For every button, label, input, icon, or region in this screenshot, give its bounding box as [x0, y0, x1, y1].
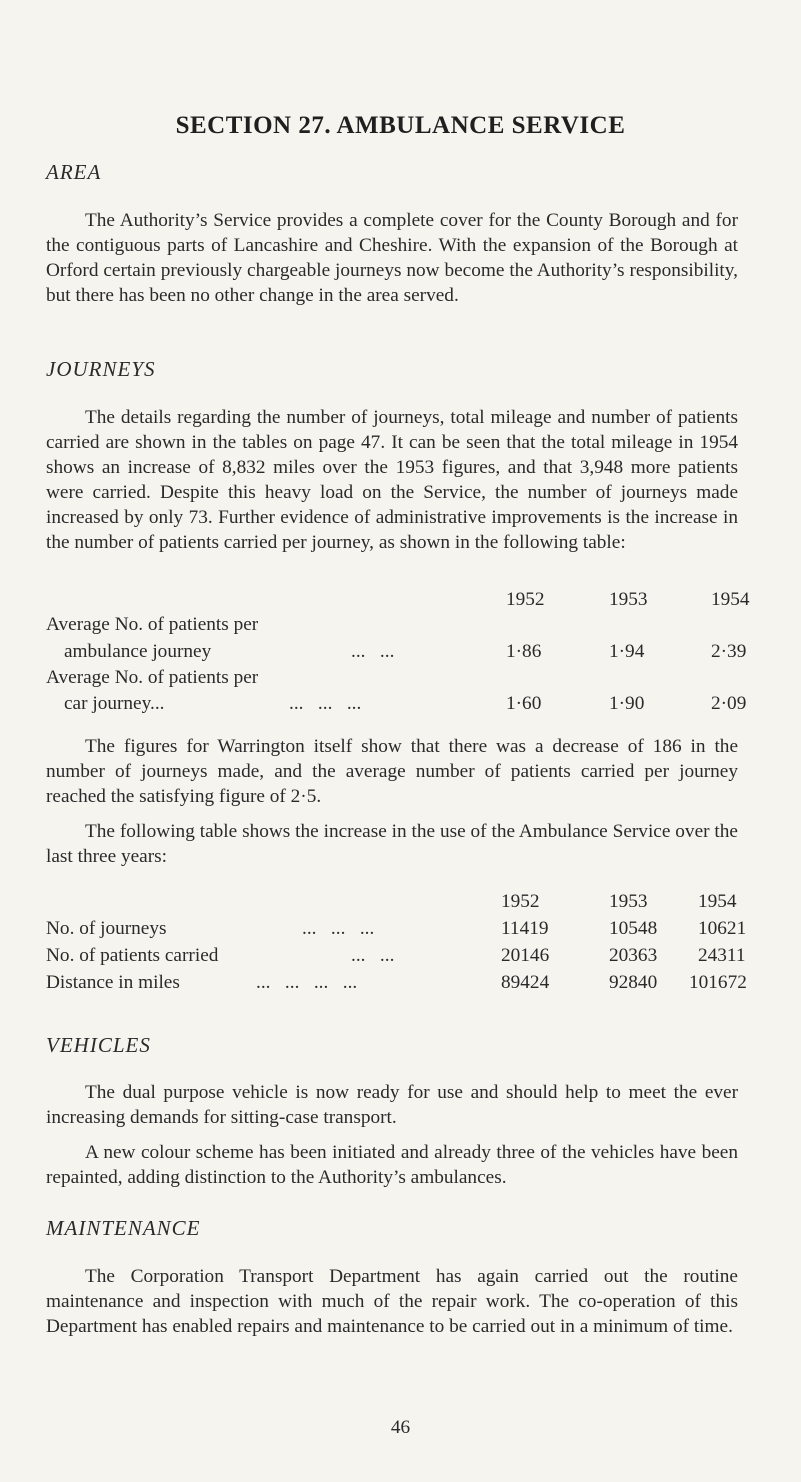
table-cell: 1·60	[506, 693, 542, 714]
journeys-paragraph-2: The figures for Warrington itself show that there was a decrease of 186 in the number of journeys made, and the average number of patients carried per journey reached the satisfying figure of 2·5.	[46, 736, 738, 807]
table-cell: 1·90	[609, 693, 645, 714]
leader-dots: ... ...	[351, 945, 395, 966]
table-row	[46, 693, 746, 719]
table-row	[46, 667, 746, 693]
row-label: Average No. of patients per	[46, 614, 259, 635]
year-header: 1953	[609, 891, 648, 912]
table-row	[46, 945, 746, 971]
leader-dots: ... ...	[351, 641, 395, 662]
table-cell: 24311	[698, 945, 746, 966]
section-title: SECTION 27. AMBULANCE SERVICE	[175, 112, 626, 139]
table-cell: 92840	[609, 972, 658, 993]
table-header-row	[46, 891, 746, 917]
table-row	[46, 918, 746, 944]
table-cell: 2·39	[711, 641, 747, 662]
leader-dots: ... ... ...	[289, 693, 362, 714]
table-cell: 2·09	[711, 693, 747, 714]
row-label: ambulance journey	[64, 641, 212, 662]
vehicles-paragraph-1: The dual purpose vehicle is now ready for use and should help to meet the ever increasing demands for sitting-case transport.	[46, 1082, 738, 1128]
table-cell: 20146	[501, 945, 550, 966]
area-heading: AREA	[46, 160, 102, 184]
table-cell: 11419	[501, 918, 549, 939]
row-label: Average No. of patients per	[46, 667, 259, 688]
year-header: 1952	[501, 891, 540, 912]
year-header: 1953	[609, 589, 648, 610]
journeys-paragraph-1: The details regarding the number of journeys, total mileage and number of patients carried are shown in the tables on page 47. It can be seen that the total mileage in 1954 shows an increase of 8,832 miles over the 1953 figures, and that 3,948 more patients were carried. Despite this heavy load on the Service, the number of journeys made increased by only 73. Further evidence of administrative improvements is the increase in the number of patients carried per journey, as shown in the following table:	[46, 407, 738, 553]
leader-dots: ... ... ...	[302, 918, 375, 939]
area-paragraph: The Authority’s Service provides a complete cover for the County Borough and for the contiguous parts of Lancashire and Cheshire. With the expansion of the Borough at Orford certain previously chargeable journeys now become the Authority’s responsibility, but there has been no other change in the area served.	[46, 210, 738, 306]
journeys-heading: JOURNEYS	[46, 357, 156, 381]
maintenance-heading: MAINTENANCE	[46, 1216, 201, 1240]
table-cell: 101672	[689, 972, 747, 993]
year-header: 1954	[698, 891, 737, 912]
year-header: 1952	[506, 589, 545, 610]
table-cell: 10548	[609, 918, 658, 939]
table-row	[46, 972, 746, 998]
table-row	[46, 641, 746, 667]
table-row	[46, 614, 746, 640]
vehicles-paragraph-2: A new colour scheme has been initiated and already three of the vehicles have been repainted, adding distinction to the Authority’s ambulances.	[46, 1142, 738, 1188]
table-cell: 20363	[609, 945, 658, 966]
row-label: No. of journeys	[46, 918, 167, 939]
year-header: 1954	[711, 589, 750, 610]
row-label: Distance in miles	[46, 972, 180, 993]
vehicles-heading: VEHICLES	[46, 1033, 151, 1057]
table-cell: 10621	[698, 918, 747, 939]
table-cell: 89424	[501, 972, 550, 993]
table-cell: 1·86	[506, 641, 542, 662]
row-label: No. of patients carried	[46, 945, 219, 966]
table-cell: 1·94	[609, 641, 645, 662]
journeys-paragraph-3: The following table shows the increase in the use of the Ambulance Service over the last three years:	[46, 821, 738, 867]
table-header-row	[46, 589, 750, 615]
maintenance-paragraph: The Corporation Transport Department has again carried out the routine maintenance and inspection with much of the repair work. The co-operation of this Department has enabled repairs and maintenance to be carried out in a minimum of time.	[46, 1266, 738, 1337]
page-number: 46	[390, 1417, 411, 1438]
row-label: car journey...	[64, 693, 165, 714]
leader-dots: ... ... ... ...	[256, 972, 358, 993]
